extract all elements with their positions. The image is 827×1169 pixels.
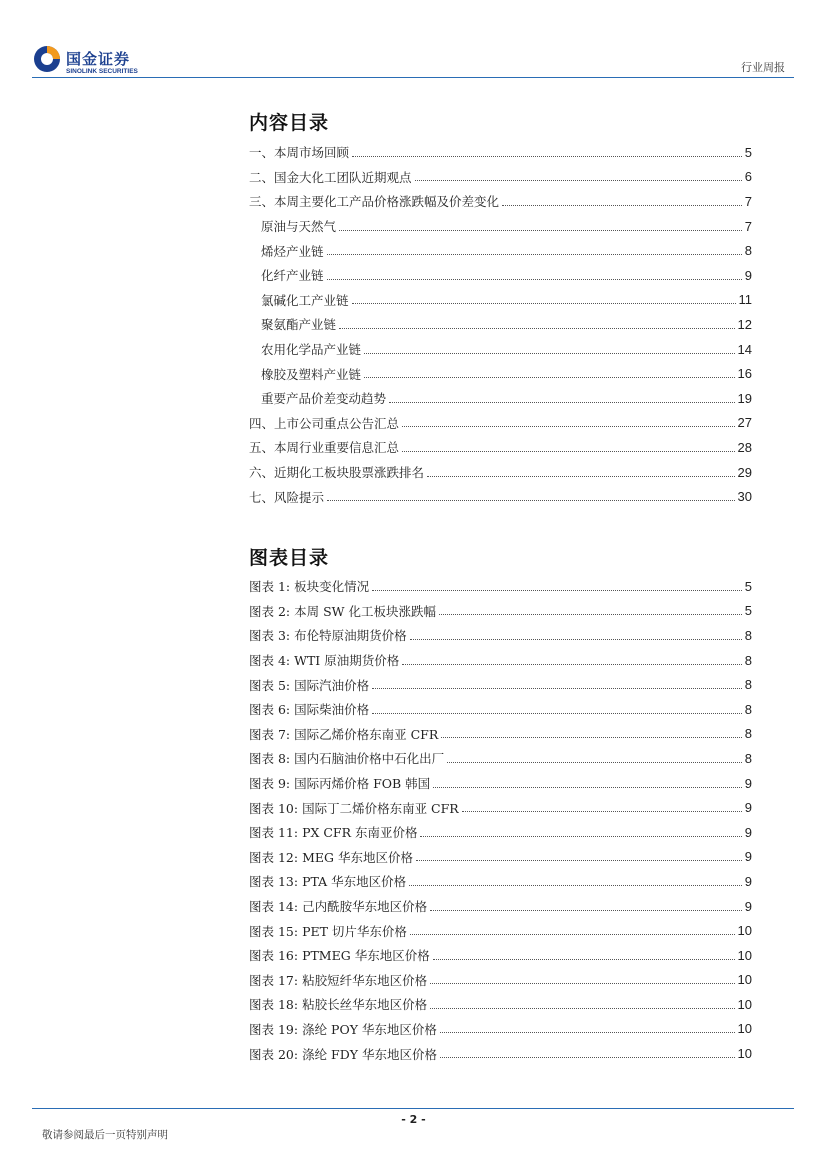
figure-entry-label: 图表 13: PTA 华东地区价格 xyxy=(249,874,407,890)
figure-entry-page: 8 xyxy=(744,652,752,668)
toc-entry[interactable] xyxy=(249,411,752,436)
toc-entry-page: 30 xyxy=(737,489,752,505)
toc-entry[interactable] xyxy=(249,435,752,460)
dot-leader xyxy=(339,328,735,329)
dot-leader xyxy=(372,688,742,689)
logo-english-name: SINOLINK SECURITIES xyxy=(66,68,138,75)
figure-entry-label: 图表 1: 板块变化情况 xyxy=(249,579,370,595)
figure-entry-page: 5 xyxy=(744,578,752,594)
figure-entry[interactable] xyxy=(249,697,752,722)
toc-entry[interactable] xyxy=(249,312,752,337)
dot-leader xyxy=(327,279,742,280)
dot-leader xyxy=(440,1057,735,1058)
dot-leader xyxy=(420,836,741,837)
toc-entry-page: 7 xyxy=(744,218,752,234)
dot-leader xyxy=(372,590,742,591)
figure-entry-page: 10 xyxy=(737,1021,752,1037)
toc-entry-label: 七、风险提示 xyxy=(249,489,325,505)
dot-leader xyxy=(447,762,742,763)
toc-entry-page: 27 xyxy=(737,415,752,431)
contents-title: 内容目录 xyxy=(249,112,330,134)
figure-entry-page: 10 xyxy=(737,972,752,988)
logo-chinese-name: 国金证券 xyxy=(66,50,131,68)
toc-entry[interactable] xyxy=(249,361,752,386)
figure-entry-label: 图表 17: 粘胶短纤华东地区价格 xyxy=(249,972,428,988)
sinolink-logo-icon xyxy=(32,44,62,74)
figure-entry[interactable] xyxy=(249,746,752,771)
figures-title: 图表目录 xyxy=(249,547,330,569)
dot-leader xyxy=(402,664,742,665)
contents-list xyxy=(249,140,752,509)
toc-entry-label: 烯烃产业链 xyxy=(261,243,324,259)
figure-entry-page: 8 xyxy=(744,677,752,693)
dot-leader xyxy=(430,983,734,984)
toc-entry-label: 一、本周市场回顾 xyxy=(249,145,350,161)
toc-entry-page: 28 xyxy=(737,439,752,455)
figure-entry-page: 9 xyxy=(744,824,752,840)
dot-leader xyxy=(339,230,742,231)
figure-entry[interactable] xyxy=(249,968,752,993)
figure-entry-page: 9 xyxy=(744,775,752,791)
figure-entry[interactable] xyxy=(249,648,752,673)
dot-leader xyxy=(430,1008,734,1009)
figure-entry-page: 8 xyxy=(744,701,752,717)
toc-entry-label: 五、本周行业重要信息汇总 xyxy=(249,440,400,456)
figure-entry[interactable] xyxy=(249,574,752,599)
figure-entry[interactable] xyxy=(249,992,752,1017)
dot-leader xyxy=(410,934,735,935)
figure-entry[interactable] xyxy=(249,1017,752,1042)
dot-leader xyxy=(364,353,735,354)
toc-entry[interactable] xyxy=(249,214,752,239)
figures-list xyxy=(249,574,752,1066)
figure-entry-page: 10 xyxy=(737,996,752,1012)
figure-entry-label: 图表 15: PET 切片华东价格 xyxy=(249,923,407,939)
dot-leader xyxy=(402,426,735,427)
toc-entry-label: 聚氨酯产业链 xyxy=(261,317,337,333)
dot-leader xyxy=(352,156,742,157)
figure-entry-label: 图表 14: 己内酰胺华东地区价格 xyxy=(249,899,428,915)
dot-leader xyxy=(502,205,742,206)
toc-entry-label: 农用化学品产业链 xyxy=(261,342,362,358)
figure-entry-page: 8 xyxy=(744,627,752,643)
toc-entry-page: 29 xyxy=(737,464,752,480)
toc-entry-label: 原油与天然气 xyxy=(261,219,337,235)
toc-entry[interactable] xyxy=(249,288,752,313)
figure-entry-label: 图表 3: 布伦特原油期货价格 xyxy=(249,628,407,644)
toc-entry-label: 重要产品价差变动趋势 xyxy=(261,391,387,407)
toc-entry-page: 19 xyxy=(737,390,752,406)
toc-entry-page: 8 xyxy=(744,243,752,259)
dot-leader xyxy=(440,1032,735,1033)
toc-entry[interactable] xyxy=(249,263,752,288)
toc-entry-label: 六、近期化工板块股票涨跌排名 xyxy=(249,465,425,481)
footer-divider xyxy=(32,1108,794,1109)
figure-entry[interactable] xyxy=(249,918,752,943)
toc-entry-label: 四、上市公司重点公告汇总 xyxy=(249,415,400,431)
disclaimer-note: 敬请参阅最后一页特别声明 xyxy=(42,1129,168,1141)
dot-leader xyxy=(372,713,742,714)
toc-entry-page: 16 xyxy=(737,366,752,382)
dot-leader xyxy=(427,476,735,477)
figure-entry[interactable] xyxy=(249,845,752,870)
toc-entry[interactable] xyxy=(249,484,752,509)
dot-leader xyxy=(416,860,742,861)
figure-entry-label: 图表 12: MEG 华东地区价格 xyxy=(249,849,413,865)
figure-entry[interactable] xyxy=(249,771,752,796)
toc-entry-page: 14 xyxy=(737,341,752,357)
toc-entry-page: 9 xyxy=(744,267,752,283)
figure-entry[interactable] xyxy=(249,943,752,968)
toc-entry-page: 12 xyxy=(737,316,752,332)
figure-entry-label: 图表 16: PTMEG 华东地区价格 xyxy=(249,948,430,964)
toc-entry[interactable] xyxy=(249,189,752,214)
toc-entry[interactable] xyxy=(249,460,752,485)
toc-entry-page: 6 xyxy=(744,169,752,185)
dot-leader xyxy=(415,180,742,181)
figure-entry-page: 5 xyxy=(744,603,752,619)
page-number: - 2 - xyxy=(401,1113,426,1126)
figure-entry[interactable] xyxy=(249,894,752,919)
figure-entry-label: 图表 9: 国际丙烯价格 FOB 韩国 xyxy=(249,776,431,792)
figure-entry-page: 8 xyxy=(744,750,752,766)
toc-entry-page: 5 xyxy=(744,144,752,160)
report-type: 行业周报 xyxy=(741,61,785,74)
figure-entry-label: 图表 20: 涤纶 FDY 华东地区价格 xyxy=(249,1046,437,1062)
figure-entry-label: 图表 18: 粘胶长丝华东地区价格 xyxy=(249,997,428,1013)
figure-entry-label: 图表 7: 国际乙烯价格东南亚 CFR xyxy=(249,726,439,742)
figure-entry-label: 图表 10: 国际丁二烯价格东南亚 CFR xyxy=(249,800,459,816)
toc-entry[interactable] xyxy=(249,165,752,190)
dot-leader xyxy=(364,377,735,378)
dot-leader xyxy=(439,614,742,615)
figure-entry-page: 9 xyxy=(744,898,752,914)
dot-leader xyxy=(441,737,742,738)
figure-entry[interactable] xyxy=(249,1041,752,1066)
figure-entry-label: 图表 4: WTI 原油期货价格 xyxy=(249,653,400,669)
dot-leader xyxy=(327,254,742,255)
toc-entry-label: 化纤产业链 xyxy=(261,268,324,284)
dot-leader xyxy=(409,885,742,886)
figure-entry-label: 图表 6: 国际柴油价格 xyxy=(249,702,370,718)
header-divider xyxy=(32,77,794,78)
toc-entry[interactable] xyxy=(249,386,752,411)
toc-entry-page: 11 xyxy=(738,292,752,308)
figure-entry[interactable] xyxy=(249,869,752,894)
figure-entry[interactable] xyxy=(249,820,752,845)
dot-leader xyxy=(327,500,735,501)
toc-entry-page: 7 xyxy=(744,193,752,209)
toc-entry-label: 三、本周主要化工产品价格涨跌幅及价差变化 xyxy=(249,194,500,210)
dot-leader xyxy=(402,451,735,452)
figure-entry-page: 9 xyxy=(744,849,752,865)
dot-leader xyxy=(389,402,735,403)
toc-entry-label: 橡胶及塑料产业链 xyxy=(261,366,362,382)
figure-entry-page: 10 xyxy=(737,923,752,939)
toc-entry-label: 氯碱化工产业链 xyxy=(261,292,349,308)
dot-leader xyxy=(352,303,736,304)
dot-leader xyxy=(410,639,742,640)
dot-leader xyxy=(430,910,742,911)
figure-entry-label: 图表 8: 国内石脑油价格中石化出厂 xyxy=(249,751,445,767)
figure-entry-page: 10 xyxy=(737,1046,752,1062)
toc-entry-label: 二、国金大化工团队近期观点 xyxy=(249,169,412,185)
toc-entry[interactable] xyxy=(249,238,752,263)
figure-entry[interactable] xyxy=(249,795,752,820)
figure-entry-label: 图表 2: 本周 SW 化工板块涨跌幅 xyxy=(249,603,436,619)
dot-leader xyxy=(433,959,735,960)
figure-entry-page: 9 xyxy=(744,800,752,816)
figure-entry-page: 9 xyxy=(744,873,752,889)
figure-entry-label: 图表 19: 涤纶 POY 华东地区价格 xyxy=(249,1021,437,1037)
toc-entry[interactable] xyxy=(249,140,752,165)
dot-leader xyxy=(462,811,742,812)
toc-entry[interactable] xyxy=(249,337,752,362)
figure-entry[interactable] xyxy=(249,722,752,747)
figure-entry[interactable] xyxy=(249,599,752,624)
figure-entry-label: 图表 11: PX CFR 东南亚价格 xyxy=(249,825,418,841)
figure-entry[interactable] xyxy=(249,672,752,697)
figure-entry-page: 10 xyxy=(737,947,752,963)
dot-leader xyxy=(433,787,742,788)
figure-entry-label: 图表 5: 国际汽油价格 xyxy=(249,677,370,693)
figure-entry[interactable] xyxy=(249,623,752,648)
figure-entry-page: 8 xyxy=(744,726,752,742)
